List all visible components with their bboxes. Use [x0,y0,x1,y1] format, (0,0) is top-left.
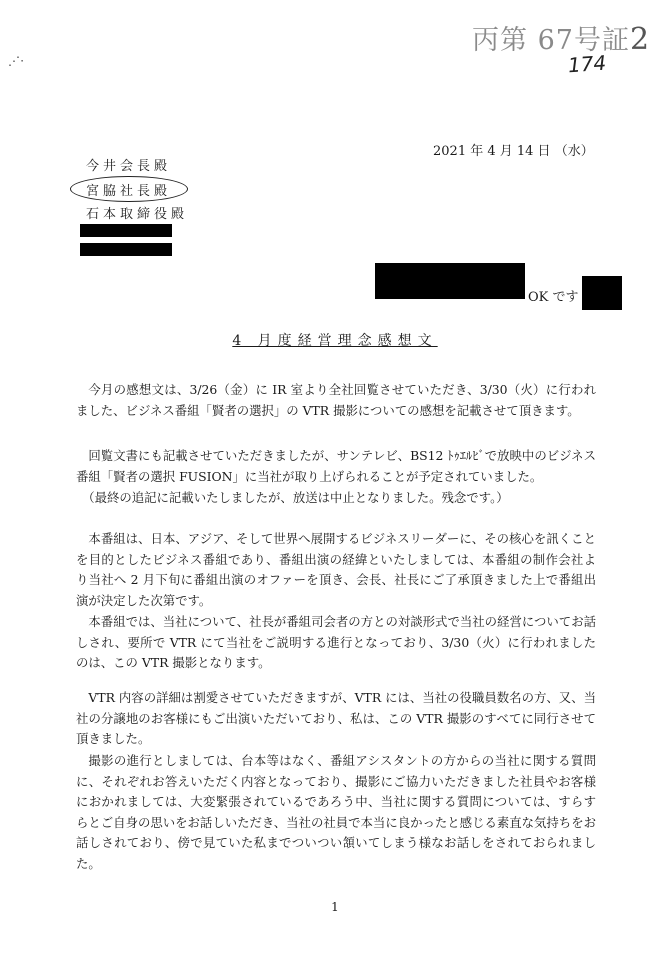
paragraph: （最終の追記に記載いたしましたが、放送は中止となりました。残念です。） [82,490,509,505]
recipient-president: 宮脇社長殿 [86,184,172,199]
redaction-bar [375,263,525,299]
recipient-chairman: 今井会長殿 [86,159,172,174]
document-title: 4 月度経営理念感想文 [232,333,438,349]
exhibit-stamp [472,18,650,57]
redaction-bar [582,276,622,310]
paragraph: 今月の感想文は、3/26（金）に IR 室より全社回覧させていただき、3/30（火）に行われました、ビジネス番組「賢者の選択」の VTR 撮影についての感想を記載させて頂きます。 [76,382,596,418]
paragraph: VTR 内容の詳細は割愛させていただきますが、VTR には、当社の役職員数名の方、又、当社の分譲地のお客様にもご出演いただいており、私は、この VTR 撮影のすべてに同行させて頂きました。 [76,690,596,746]
handwritten-number: 174 [567,50,607,78]
redaction-bar [80,224,172,237]
document-date: 2021 年 4 月 14 日 （水） [433,144,594,159]
redaction-bar [80,243,172,256]
scan-specks: ⋰⋅ [8,54,25,68]
paragraph: 本番組は、日本、アジア、そして世界へ展開するビジネスリーダーに、その核心を訊くことを目的としたビジネス番組であり、番組出演の経緯といたしましては、本番組の制作会社より当社へ 2 月下旬に番組出演のオファーを頂き、会長、社長にご了承頂きました上で番組出演が決定した次第です。 [76,531,596,608]
paragraph: 本番組では、当社について、社長が番組司会者の方との対談形式で当社の経営についてお話しされ、要所で VTR にて当社をご説明する進行となっており、3/30（火）に行われましたのは、この VTR 撮影となります。 [76,614,596,670]
recipient-director: 石本取締役殿 [86,207,189,222]
paragraph: 撮影の進行としましては、台本等はなく、番組アシスタントの方からの当社に関する質問に、それぞれお答えいただく内容となっており、撮影にご協力いただきました社員やお客様におかれましては、大変緊張されているであろう中、当社に関する質問については、すらすらとご自身の思いをお話しいただき、当社の社員で本当に良かったと感じる素直な気持ちをお話しされており、傍で見ていた私までついつい頷いてしまう様なお話しをされておられました。 [76,753,596,871]
exhibit-stamp-text: 丙第 67号証 [472,25,630,56]
page-number: 1 [331,900,339,914]
exhibit-stamp-suffix: 2 [629,22,651,57]
paragraph: 回覧文書にも記載させていただきましたが、サンテレビ、BS12 ﾄｩｴﾙﾋﾞで放映中のビジネス番組「賢者の選択 FUSION」に当社が取り上げられることが予定されていました。 [76,448,596,484]
ok-note: OK です [528,290,579,305]
